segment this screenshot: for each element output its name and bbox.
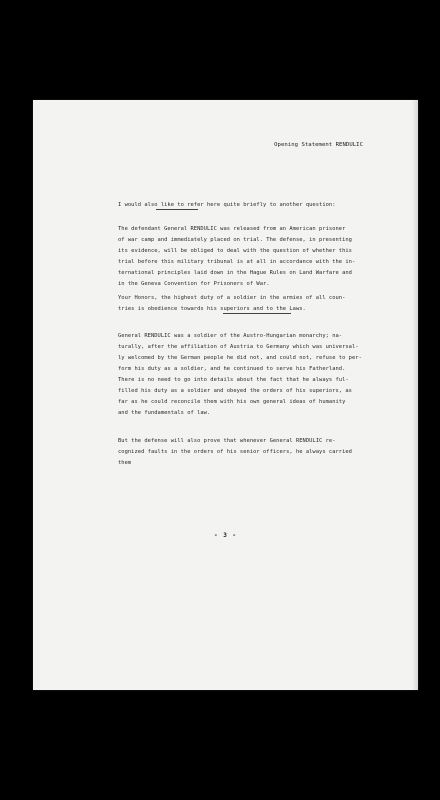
document-page <box>33 100 418 690</box>
underline-mark <box>156 209 198 210</box>
page-edge-shadow <box>412 100 418 690</box>
paragraph-intro: I would also like to refer here quite briefly to another question: <box>118 202 336 208</box>
underline-mark <box>223 313 291 314</box>
paragraph-austro-hungarian: General RENDULIC was a soldier of the Austro-Hungarian monarchy; na- turally, after the affiliation of Austria to Germany which was universal- ly welcomed by the German people he did not, and could not, refuse to per- form his duty as a soldier, and he continued to serve his Fatherland. There is no need to go into details about the fact that he always ful- filled his duty as a soldier and obeyed the orders of his superiors, as far as he could reconcile them with his own general ideas of humanity and the fundamentals of law. <box>118 333 362 416</box>
paragraph-duty-of-soldier: Your Honors, the highest duty of a soldier in the armies of all coun- tries is obedience towards his superiors and to the Laws. <box>118 295 346 312</box>
paragraph-defense-proof: But the defense will also prove that whenever General RENDULIC re- cognized faults in the orders of his senior officers, he always carried them <box>118 438 352 466</box>
paragraph-prisoner-of-war: The defendant General RENDULIC was released from an American prisoner of war camp and immediately placed on trial. The defense, in presenting its evidence, will be obliged to deal with the question of whether this trial before this military tribunal is at all in accordance with the in- ternational principles laid down in the Hague Rules on Land Warfare and in the Geneva Convention for Prisoners of War. <box>118 226 356 287</box>
page-number: - 3 - <box>213 532 238 539</box>
document-header: Opening Statement RENDULIC <box>274 142 363 148</box>
